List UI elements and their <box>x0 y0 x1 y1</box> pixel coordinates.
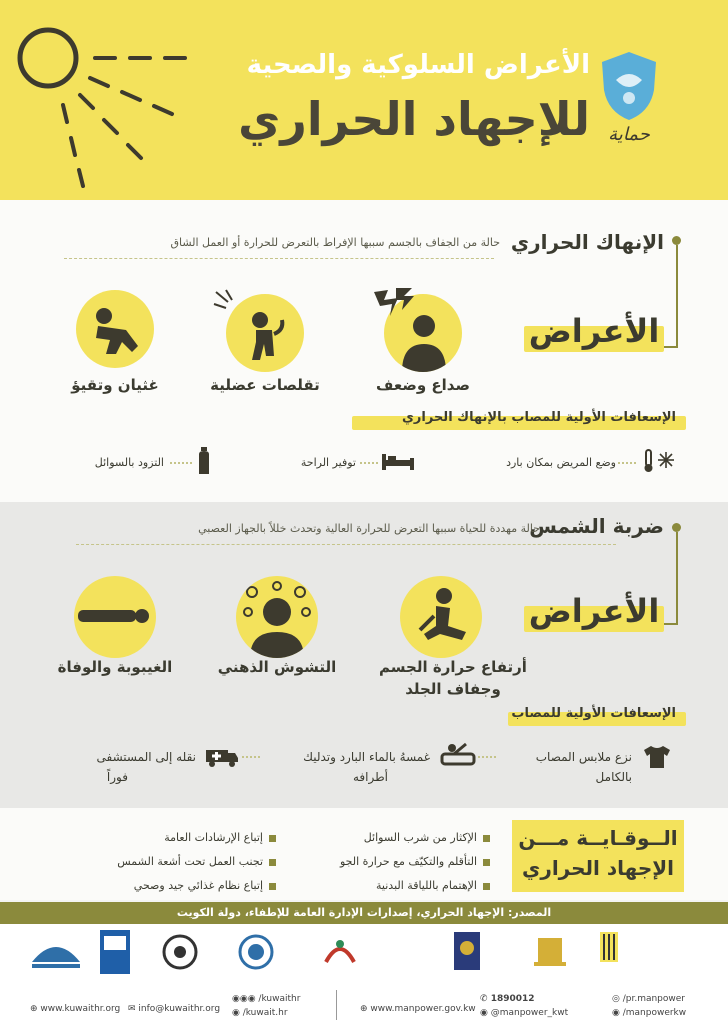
symptom-circle-confusion <box>236 576 318 658</box>
prevention-item: إتباع نظام غذائي جيد وصحي <box>117 874 276 898</box>
section2-definition: حالة مهددة للحياة سببها التعرض للحرارة العالية وتحدث خللاً بالجهاز العصبي <box>198 522 540 535</box>
section2-symptoms-heading: الأعراض <box>528 592 660 630</box>
sitting-person-icon <box>400 576 482 658</box>
facebook-icon: ◉ <box>612 1008 623 1018</box>
firstaid-label-cold-water-1: غمسهُ بالماء البارد وتدليك <box>303 750 430 764</box>
thermometer-snow-icon <box>640 448 676 474</box>
lightning-icon <box>372 286 416 322</box>
nausea-icon <box>76 290 154 368</box>
section2-title: ضربة الشمس <box>529 514 664 538</box>
footer-right-social2[interactable]: ◉ /manpowerkw <box>612 1008 687 1018</box>
prevention-left-col <box>117 826 276 898</box>
partner-logo-8 <box>596 928 644 974</box>
footer-right-phone[interactable]: ✆ 1890012 <box>480 994 535 1004</box>
symptom-circle-coma <box>74 576 156 658</box>
bath-icon <box>440 740 476 770</box>
footer-left-email[interactable]: ✉ info@kuwaithr.org <box>128 1004 221 1014</box>
partner-logo-3 <box>160 932 200 972</box>
phone-icon: ✆ <box>480 994 491 1004</box>
footer-right-website[interactable]: ⊕ www.manpower.gov.kw <box>360 1004 476 1014</box>
firstaid-label-cold-water-2: أطرافه <box>352 770 388 784</box>
prevention-item: الإهتمام باللياقة البدنية <box>340 874 490 898</box>
section2-dot <box>672 523 681 532</box>
section1-dashed-line <box>64 258 494 259</box>
header-title-line2: للإجهاد الحراري <box>238 92 590 146</box>
source-text: المصدر: الإجهاد الحراري، إصدارات الإدارة العامة للإطفاء، دولة الكويت <box>176 906 552 919</box>
globe-icon: ⊕ <box>30 1004 41 1014</box>
section1-connector <box>676 245 678 347</box>
bed-icon <box>380 450 416 472</box>
firstaid2-dashes <box>360 462 378 464</box>
himaya-logo-icon <box>598 50 660 122</box>
header-title-line1: الأعراض السلوكية والصحية <box>246 50 590 80</box>
footer-right-social1[interactable]: ◎ /pr.manpower <box>612 994 686 1004</box>
footer-left-website[interactable]: ⊕ www.kuwaithr.org <box>30 1004 121 1014</box>
logo-text: حماية <box>608 124 650 145</box>
sun-icon <box>0 0 200 195</box>
section1-title: الإنهاك الحراري <box>510 230 664 254</box>
footer-left-social2[interactable]: ◉ /kuwait.hr <box>232 1008 288 1018</box>
footer-divider <box>336 990 337 1020</box>
symptom-label-headache: صداع وضعف <box>376 376 470 394</box>
section2-connector <box>676 532 678 624</box>
shirt-icon <box>642 744 672 770</box>
mail-icon: ✉ <box>128 1004 139 1014</box>
firstaid-label-hospital-1: نقله إلى المستشفى <box>96 750 196 764</box>
section1-definition: حالة من الجفاف بالجسم سببها الإفراط بالتعرض للحرارة أو العمل الشاق <box>170 236 500 249</box>
section2-dashed-line <box>76 544 616 545</box>
footer-right-twitter[interactable]: ◉ @manpower_kwt <box>480 1008 569 1018</box>
firstaid1-dashes <box>618 462 636 464</box>
partner-logo-7 <box>530 930 570 972</box>
globe-icon: ⊕ <box>360 1004 371 1014</box>
symptom-label-nausea: غثيان وتقيؤ <box>71 376 159 394</box>
firstaid5-dashes <box>242 756 260 758</box>
firstaid4-dashes <box>478 756 496 758</box>
symptom-label-high-temp-2: وجفاف الجلد <box>405 680 501 698</box>
firstaid-label-fluids: التزود بالسوائل <box>94 456 164 469</box>
confusion-icon <box>236 576 318 658</box>
firstaid-label-undress-2: بالكامل <box>595 770 632 784</box>
social-icon: ◉ <box>232 1008 243 1018</box>
symptom-label-coma: الغيبوبة والوفاة <box>57 658 173 676</box>
symptom-label-confusion: التشوش الذهني <box>217 658 337 676</box>
ambulance-icon <box>204 746 240 768</box>
iom-logo <box>236 932 276 972</box>
section1-firstaid-heading: الإسعافات الأولية للمصاب بالإنهاك الحراري <box>402 410 676 425</box>
instagram-icon: ◎ <box>612 994 623 1004</box>
partner-logo-1 <box>28 932 84 972</box>
undp-logo <box>100 930 130 974</box>
prevention-item: الإكثار من شرب السوائل <box>340 826 490 850</box>
prevention-item: تجنب العمل تحت أشعة الشمس <box>117 850 276 874</box>
symptom-circle-high-temp <box>400 576 482 658</box>
prevention-item: التأقلم والتكيّف مع حرارة الجو <box>340 850 490 874</box>
symptom-label-cramp: تقلصات عضلية <box>210 376 320 394</box>
firstaid-label-rest: توفير الراحة <box>300 456 356 469</box>
firstaid-label-undress-1: نزع ملابس المصاب <box>535 750 632 764</box>
section1-symptoms-heading: الأعراض <box>528 312 660 350</box>
bottle-icon <box>196 446 212 476</box>
section2-firstaid-heading: الإسعافات الأولية للمصاب <box>511 706 676 721</box>
lying-person-icon <box>74 576 156 658</box>
footer-left-social1[interactable]: ◉◉◉ /kuwaithr <box>232 994 301 1004</box>
partner-logo-6 <box>452 930 482 972</box>
firstaid-label-cool-place: وضع المريض بمكان بارد <box>506 456 616 469</box>
prevention-title-1: الــوقـايــة مـــن <box>518 826 678 850</box>
firstaid-label-hospital-2: فوراً <box>106 770 128 784</box>
pain-lines-icon <box>212 288 242 318</box>
prevention-right-col <box>340 826 490 898</box>
social-icons: ◉◉◉ <box>232 994 259 1004</box>
section1-dot <box>672 236 681 245</box>
symptom-circle-nausea <box>76 290 154 368</box>
prevention-item: إتباع الإرشادات العامة <box>117 826 276 850</box>
prevention-title-2: الإجهاد الحراري <box>521 856 675 880</box>
twitter-icon: ◉ <box>480 1008 491 1018</box>
firstaid3-dashes <box>170 462 192 464</box>
partner-logo-5 <box>318 932 362 972</box>
symptom-label-high-temp-1: أرتفاع حرارة الجسم <box>379 658 527 676</box>
